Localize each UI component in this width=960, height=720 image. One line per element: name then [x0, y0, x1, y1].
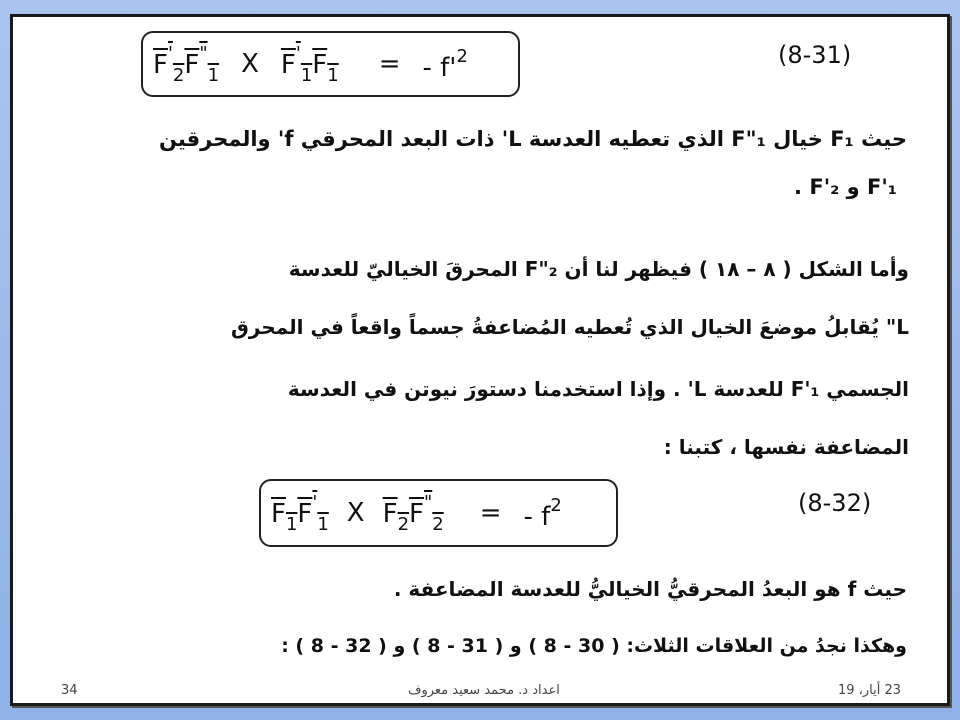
paragraph-2-line-1: وأما الشكل ( ٨ – ١٨ ) فيظهر لنا أن F"₂ المحرقَ الخياليّ للعدسة — [288, 257, 909, 281]
paragraph-1-line-1: حيث F₁ خيال F"₁ الذي تعطيه العدسة L' ذات البعد المحرقي f' والمحرقين — [158, 127, 907, 151]
paragraph-3-line-2: وهكذا نجدُ من العلاقات الثلاث: ( 30 - 8 ) و ( 31 - 8 ) و ( 32 - 8 ) : — [281, 635, 907, 657]
equation-8-31-box — [141, 31, 520, 97]
equation-number-8-32: (8-32) — [798, 489, 872, 517]
eq1-equals: = — [378, 49, 401, 79]
equation-8-32-box — [259, 479, 618, 547]
equation-number-8-31: (8-31) — [778, 41, 852, 69]
paragraph-3-line-1: حيث f هو البعدُ المحرقيُّ الخياليُّ للعدسة المضاعفة . — [393, 577, 907, 601]
eq1-rhs: - $f'^2$ — [422, 45, 468, 83]
paragraph-2-line-3: الجسمي F'₁ للعدسة L' . وإذا استخدمنا دستورَ نيوتن في العدسة — [287, 377, 909, 401]
eq2-equals: = — [479, 498, 502, 528]
footer-author: اعداد د. محمد سعيد معروف — [408, 683, 560, 698]
eq1-times: X — [241, 49, 259, 79]
eq2-term-b: $F_2F^"_2$ — [382, 491, 444, 535]
paragraph-2-line-4: المضاعفة نفسها ، كتبنا : — [663, 435, 909, 459]
paragraph-2-line-2: L" يُقابلُ موضعَ الخيال الذي تُعطيه المُضاعفةُ جسماً واقعاً في المحرق — [231, 315, 909, 339]
paragraph-1-line-2: F'₁ و F'₂ . — [794, 175, 897, 199]
slide — [10, 14, 950, 706]
eq2-times: X — [346, 498, 365, 528]
footer-date: 23 أيار، 19 — [838, 683, 902, 698]
eq1-term-b: $F'_1F_1$ — [280, 42, 339, 86]
eq1-term-a: $F'_2F^"_1$ — [153, 42, 220, 86]
eq2-rhs: - $f^2$ — [523, 494, 562, 532]
footer-page-number: 34 — [61, 683, 78, 698]
eq2-term-a: $F_1F'_1$ — [271, 491, 329, 535]
